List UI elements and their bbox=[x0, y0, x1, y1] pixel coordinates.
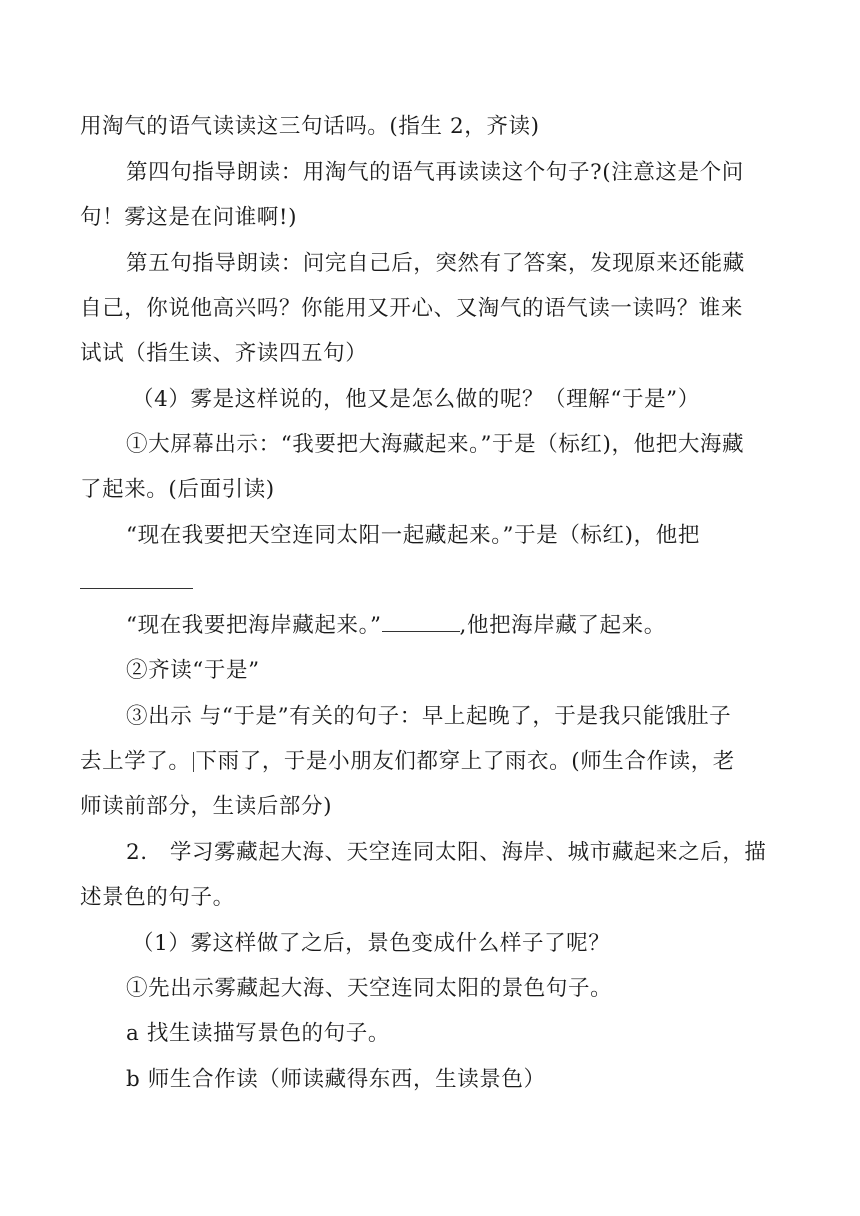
sentence-text: ,他把海岸藏了起来。 bbox=[459, 613, 666, 638]
sentence-text: 去上学了。 bbox=[80, 749, 191, 774]
paragraph-line: b 师生合作读（师读藏得东西，生读景色） bbox=[126, 1067, 546, 1092]
paragraph-line: 试试（指生读、齐读四五句） bbox=[80, 341, 368, 366]
text-cursor-mark bbox=[193, 752, 194, 772]
sentence-text: 下雨了，于是小朋友们都穿上了雨衣。(师生合作读，老 bbox=[195, 749, 735, 774]
sentence-text: “现在我要把海岸藏起来。” bbox=[126, 613, 382, 638]
paragraph-line: 第五句指导朗读：问完自己后，突然有了答案，发现原来还能藏 bbox=[126, 251, 745, 276]
paragraph-line: 第四句指导朗读：用淘气的语气再读读这个句子?(注意这是个问 bbox=[126, 160, 744, 185]
paragraph-line: ①先出示雾藏起大海、天空连同太阳的景色句子。 bbox=[126, 976, 613, 1001]
fill-in-blank-line bbox=[80, 588, 193, 589]
paragraph-line bbox=[80, 747, 735, 777]
paragraph-line: 述景色的句子。 bbox=[80, 885, 235, 910]
fill-in-blank bbox=[382, 613, 460, 632]
paragraph-line: 自己，你说他高兴吗？你能用又开心、又淘气的语气读一读吗？谁来 bbox=[80, 296, 744, 321]
paragraph-line bbox=[126, 611, 666, 641]
paragraph-line: （1）雾这样做了之后，景色变成什么样子了呢？ bbox=[132, 931, 611, 956]
paragraph-line: 2. 学习雾藏起大海、天空连同太阳、海岸、城市藏起来之后，描 bbox=[126, 840, 767, 865]
paragraph-line: ①大屏幕出示：“我要把大海藏起来。”于是（标红)，他把大海藏 bbox=[126, 432, 745, 457]
paragraph-line: 句！雾这是在问谁啊!) bbox=[80, 205, 298, 230]
paragraph-line: （4）雾是这样说的，他又是怎么做的呢？（理解“于是”） bbox=[132, 387, 700, 412]
paragraph-line: 师读前部分，生读后部分) bbox=[80, 794, 333, 819]
paragraph-line: 用淘气的语气读读这三句话吗。(指生 2，齐读) bbox=[80, 114, 540, 139]
paragraph-line: ②齐读“于是” bbox=[126, 658, 260, 683]
paragraph-line: 了起来。(后面引读) bbox=[80, 477, 275, 502]
paragraph-line: ③出示 与“于是”有关的句子：早上起晚了，于是我只能饿肚子 bbox=[126, 704, 732, 729]
paragraph-line: “现在我要把天空连同太阳一起藏起来。”于是（标红)，他把 bbox=[126, 523, 700, 548]
paragraph-line: a 找生读描写景色的句子。 bbox=[126, 1021, 390, 1046]
